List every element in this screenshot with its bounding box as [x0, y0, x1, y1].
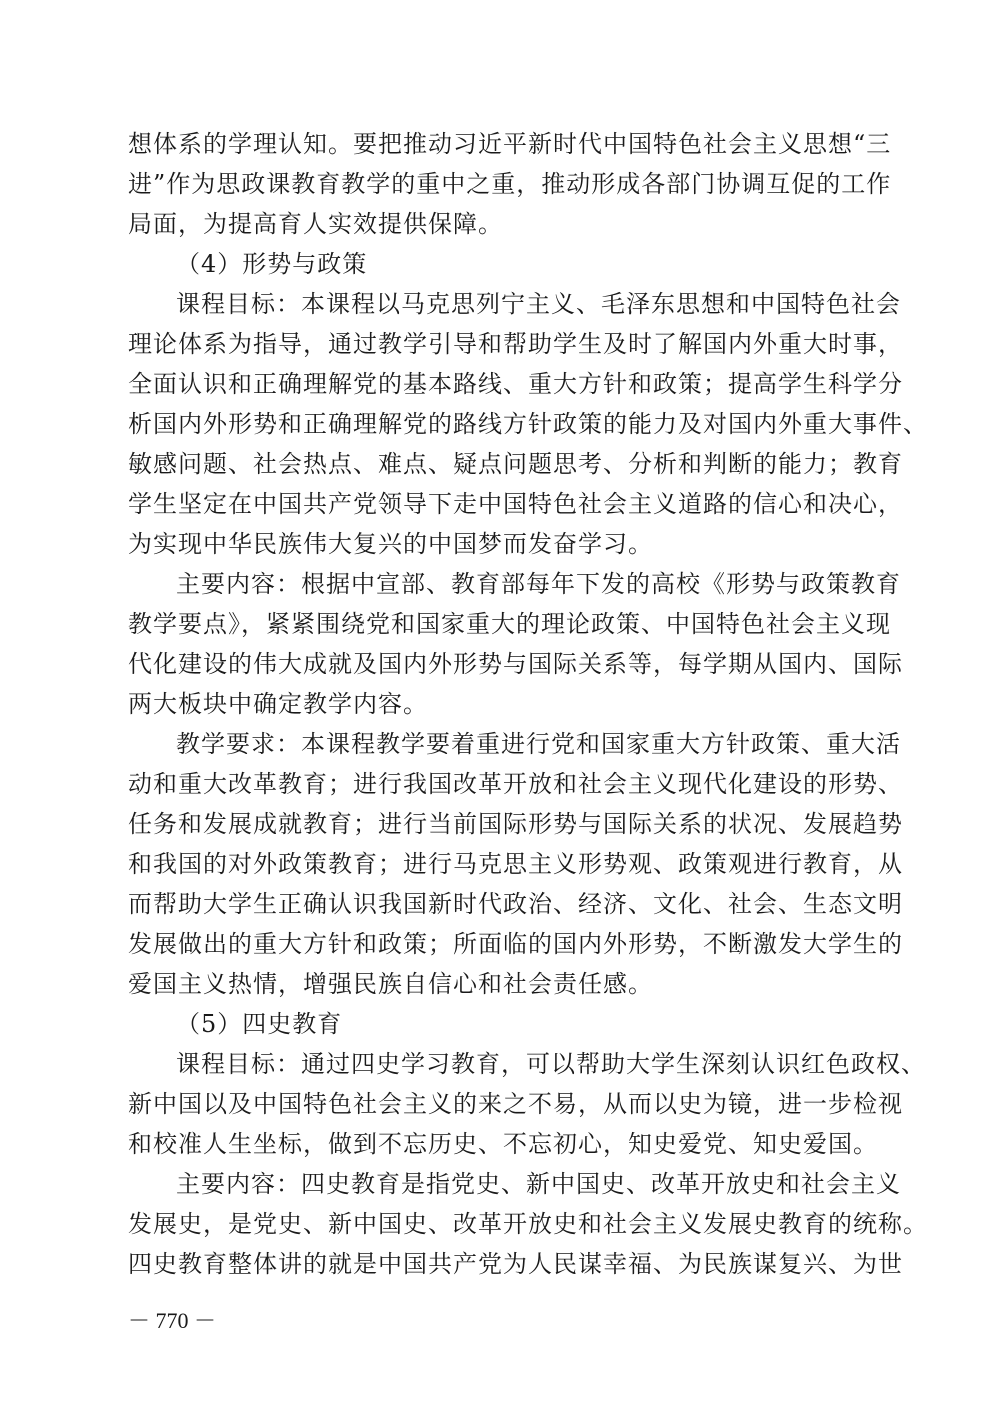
body-line: 爱国主义热情，增强民族自信心和社会责任感。 [128, 970, 653, 998]
body-line: 全面认识和正确理解党的基本路线、重大方针和政策；提高学生科学分 [128, 370, 903, 398]
body-line: 想体系的学理认知。要把推动习近平新时代中国特色社会主义思想“三 [128, 130, 892, 158]
section-heading: （5）四史教育 [176, 1010, 343, 1038]
body-line: 代化建设的伟大成就及国内外形势与国际关系等，每学期从国内、国际 [128, 650, 903, 678]
body-line: 局面，为提高育人实效提供保障。 [128, 210, 503, 238]
body-line: 敏感问题、社会热点、难点、疑点问题思考、分析和判断的能力；教育 [128, 450, 903, 478]
section-heading: （4）形势与政策 [176, 250, 368, 278]
body-line: 教学要求：本课程教学要着重进行党和国家重大方针政策、重大活 [176, 730, 901, 758]
body-line: 课程目标：通过四史学习教育，可以帮助大学生深刻认识红色政权、 [176, 1050, 926, 1078]
body-line: 两大板块中确定教学内容。 [128, 690, 428, 718]
body-line: 发展做出的重大方针和政策；所面临的国内外形势，不断激发大学生的 [128, 930, 903, 958]
page-number: － 770 － [128, 1308, 217, 1333]
body-line: 为实现中华民族伟大复兴的中国梦而发奋学习。 [128, 530, 653, 558]
body-line: 理论体系为指导，通过教学引导和帮助学生及时了解国内外重大时事， [128, 330, 903, 358]
body-line: 课程目标：本课程以马克思列宁主义、毛泽东思想和中国特色社会 [176, 290, 901, 318]
body-line: 和我国的对外政策教育；进行马克思主义形势观、政策观进行教育，从 [128, 850, 903, 878]
body-line: 教学要点》，紧紧围绕党和国家重大的理论政策、中国特色社会主义现 [128, 610, 891, 638]
body-line: 主要内容：根据中宣部、教育部每年下发的高校《形势与政策教育 [176, 570, 901, 598]
body-line: 主要内容：四史教育是指党史、新中国史、改革开放史和社会主义 [176, 1170, 901, 1198]
body-line: 学生坚定在中国共产党领导下走中国特色社会主义道路的信心和决心， [128, 490, 903, 518]
body-line: 新中国以及中国特色社会主义的来之不易，从而以史为镜，进一步检视 [128, 1090, 903, 1118]
body-line: 和校准人生坐标，做到不忘历史、不忘初心，知史爱党、知史爱国。 [128, 1130, 878, 1158]
body-line: 任务和发展成就教育；进行当前国际形势与国际关系的状况、发展趋势 [128, 810, 903, 838]
body-line: 而帮助大学生正确认识我国新时代政治、经济、文化、社会、生态文明 [128, 890, 903, 918]
body-line: 进”作为思政课教育教学的重中之重，推动形成各部门协调互促的工作 [128, 170, 892, 198]
body-line: 四史教育整体讲的就是中国共产党为人民谋幸福、为民族谋复兴、为世 [128, 1250, 903, 1278]
body-line: 析国内外形势和正确理解党的路线方针政策的能力及对国内外重大事件、 [128, 410, 928, 438]
body-line: 发展史，是党史、新中国史、改革开放史和社会主义发展史教育的统称。 [128, 1210, 928, 1238]
body-line: 动和重大改革教育；进行我国改革开放和社会主义现代化建设的形势、 [128, 770, 903, 798]
